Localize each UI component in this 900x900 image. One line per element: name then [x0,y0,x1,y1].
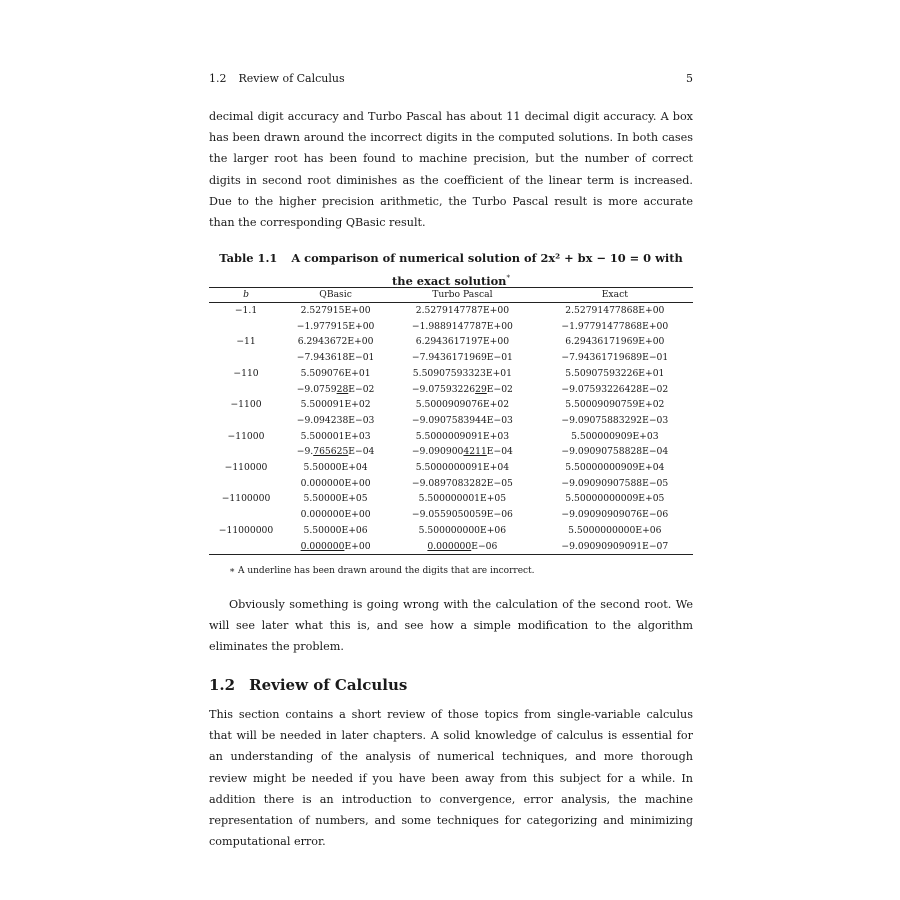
cell-exact: −9.09090909076E−06 [561,509,669,521]
cell-b [209,444,283,460]
table-caption [209,248,693,291]
value-segment: E−02 [348,383,375,395]
value-segment: E+00 [344,540,371,552]
value-segment: 5.50000E+04 [303,462,368,474]
cell-qbasic [283,491,388,507]
cell-exact: 6.29436171969E+00 [565,336,665,348]
value-segment: E−02 [486,383,513,395]
value-segment: −9.07593226 [411,383,476,395]
cell-exact: 5.50009090759E+02 [565,399,665,411]
paragraph-intro: decimal digit accuracy and Turbo Pascal has about 11 decimal digit accuracy. A box has been drawn around the incorrect digits in the computed solutions. In both cases the larger root has been found to machine precision, but the number of correct digits in second root diminishes as the coefficient of the linear term is increased. Due to the higher precision arithmetic, the Turbo Pascal result is more accurate than the corresponding QBasic result. [209,110,693,230]
cell-qbasic [283,366,388,382]
value-segment: −9.090900 [411,446,464,458]
value-segment: 5.500091E+02 [300,399,371,411]
value-segment: −7.943618E−01 [296,352,375,364]
cell-exact: 5.50000000009E+05 [565,493,665,505]
table-row [209,460,693,476]
cell-qbasic [283,539,388,555]
cell-qbasic [283,319,388,335]
value-segment: −9.094238E−03 [296,414,375,426]
incorrect-digits: 28 [336,383,349,395]
cell-b [209,507,283,523]
value-segment: E−06 [471,540,498,552]
cell-qbasic [283,507,388,523]
cell-qbasic [283,350,388,366]
cell-exact: −9.09090758828E−04 [561,446,669,458]
value-segment: −1.9889147787E+00 [411,320,513,332]
incorrect-digits: 0.000000 [427,540,472,552]
value-segment: 0.000000E+00 [300,477,371,489]
page-number: 5 [686,72,693,85]
cell-turbo-pascal [388,334,537,350]
value-segment: 5.500000000E+06 [418,524,507,536]
section-title: Review of Calculus [249,676,408,694]
table-row [209,382,693,398]
table-row [209,366,693,382]
table-row [209,444,693,460]
value-segment: 5.50907593323E+01 [412,367,512,379]
value-segment: −9.0559050059E−06 [411,509,513,521]
header-exact: Exact [537,288,693,303]
cell-turbo-pascal [388,319,537,335]
cell-b [209,319,283,335]
paragraph-review: This section contains a short review of those topics from single-variable calculus that will be needed in later chapters. A solid knowledge of calculus is essential for an understanding of the analysis of numerical techniques, and more thorough review might be needed if you have been away from this subject for a while. In addition there is an introduction to convergence, error analysis, the machine representation of numbers, and some techniques for categorizing and minimizing computational error. [209,708,693,849]
table-row [209,507,693,523]
cell-b: −1100000 [221,493,271,505]
cell-qbasic [283,303,388,319]
cell-turbo-pascal [388,429,537,445]
value-segment: −9.0759 [296,383,337,395]
cell-qbasic [283,476,388,492]
cell-turbo-pascal [388,539,537,555]
value-segment: 0.000000E+00 [300,509,371,521]
incorrect-digits: 0.000000 [300,540,345,552]
running-head-left [209,72,357,85]
value-segment: 5.5000000091E+04 [415,462,510,474]
cell-exact: −9.09075883292E−03 [561,414,669,426]
value-segment: 5.500000001E+05 [418,493,507,505]
cell-turbo-pascal [388,366,537,382]
table-row [209,476,693,492]
value-segment: −9.0897083282E−05 [411,477,513,489]
table-row [209,334,693,350]
cell-qbasic [283,382,388,398]
value-segment: −1.977915E+00 [296,320,375,332]
table-row [209,523,693,539]
comparison-table [209,287,693,555]
value-segment: −9.0907583944E−03 [411,414,513,426]
running-head-title: Review of Calculus [238,72,345,85]
table-caption-text: A comparison of numerical solution of 2x² + bx − 10 = 0 with the exact solution [291,251,683,288]
cell-qbasic [283,397,388,413]
header-b: b [209,288,283,303]
cell-b: −1.1 [234,305,258,316]
cell-b [209,476,283,492]
value-segment: 5.5000009091E+03 [415,430,510,442]
cell-b: −1100 [230,399,262,411]
incorrect-digits: 4211 [463,446,487,458]
cell-exact: 5.5000000000E+06 [568,524,662,536]
cell-b: −11000000 [218,524,274,536]
cell-turbo-pascal [388,303,537,319]
value-segment: 6.2943617197E+00 [415,336,510,348]
incorrect-digits: 29 [475,383,487,395]
table-row [209,413,693,429]
cell-b [209,539,283,555]
running-head [209,72,693,85]
cell-turbo-pascal [388,476,537,492]
cell-turbo-pascal [388,507,537,523]
cell-exact: −9.09090907588E−05 [561,477,669,489]
cell-qbasic [283,334,388,350]
cell-exact: −7.94361719689E−01 [561,352,669,364]
caption-footnote-mark: * [506,274,510,282]
header-qbasic: QBasic [283,288,388,303]
value-segment: 2.5279147787E+00 [415,305,510,316]
paragraph-obviously: Obviously something is going wrong with the calculation of the second root. We will see later what this is, and see how a simple modification to the algorithm eliminates the problem. [209,598,693,654]
cell-b [209,350,283,366]
cell-turbo-pascal [388,350,537,366]
running-head-section: 1.2 [209,72,227,85]
cell-exact: −9.09090909091E−07 [537,539,693,555]
cell-b: −110000 [224,462,268,474]
cell-qbasic [283,429,388,445]
cell-b [209,382,283,398]
cell-turbo-pascal [388,382,537,398]
table-label: Table 1.1 [219,251,278,265]
value-segment: 6.2943672E+00 [297,336,374,348]
cell-turbo-pascal [388,397,537,413]
table-row [209,539,693,555]
cell-exact: 5.50000000909E+04 [565,462,665,474]
value-segment: 5.509076E+01 [300,367,371,379]
cell-exact: −9.07593226428E−02 [561,383,669,395]
table-row [209,397,693,413]
table-footnote: ∗ A underline has been drawn around the digits that are incorrect. [229,566,535,576]
header-turbo-pascal: Turbo Pascal [388,288,537,303]
table-body [209,303,693,555]
table-row [209,491,693,507]
cell-qbasic [283,523,388,539]
table-row [209,319,693,335]
value-segment: 5.50000E+05 [303,493,368,505]
cell-turbo-pascal [388,523,537,539]
cell-b: −110 [233,367,259,379]
incorrect-digits: 765625 [313,446,349,458]
cell-turbo-pascal [388,444,537,460]
cell-b: −11000 [227,430,265,442]
cell-b [209,413,283,429]
value-segment: −9. [296,446,314,458]
cell-exact: −1.97791477868E+00 [561,320,669,332]
cell-turbo-pascal [388,460,537,476]
value-segment: 2.527915E+00 [300,305,371,316]
cell-b: −11 [236,336,256,348]
table-header-row [209,288,693,303]
cell-exact: 2.52791477868E+00 [565,305,665,316]
cell-exact: 5.50907593226E+01 [565,367,665,379]
value-segment: E−04 [348,446,375,458]
cell-qbasic [283,460,388,476]
table-row [209,303,693,319]
value-segment: 5.500001E+03 [300,430,371,442]
value-segment: 5.5000909076E+02 [415,399,510,411]
section-heading [209,676,407,694]
cell-qbasic [283,444,388,460]
value-segment: E−04 [486,446,513,458]
value-segment: 5.50000E+06 [303,524,368,536]
table-row [209,429,693,445]
cell-turbo-pascal [388,413,537,429]
value-segment: −7.9436171969E−01 [411,352,513,364]
table-row [209,350,693,366]
cell-exact: 5.500000909E+03 [571,430,659,442]
cell-qbasic [283,413,388,429]
cell-turbo-pascal [388,491,537,507]
section-number: 1.2 [209,676,236,694]
